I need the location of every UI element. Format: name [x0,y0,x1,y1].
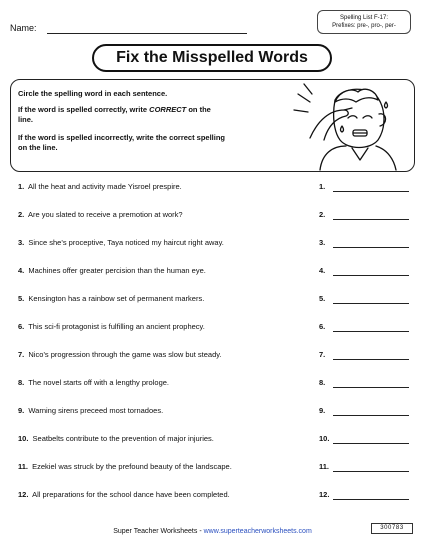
answer-number: 7. [319,350,326,359]
question-text [18,350,222,359]
answer-line[interactable] [333,247,409,248]
question-number: 3. [18,238,25,247]
answer-number: 2. [319,210,326,219]
answer-line[interactable] [333,359,409,360]
question-text [18,378,169,387]
footer-url-link[interactable]: www.superteacherworksheets.com [203,528,312,535]
answer-line[interactable] [333,387,409,388]
question-number: 1. [18,182,25,191]
question-number: 12. [18,490,29,499]
question-number: 6. [18,322,25,331]
page-title: Fix the Misspelled Words [92,44,332,72]
spelling-list-badge [317,10,411,34]
answer-number: 8. [319,378,326,387]
answer-number: 4. [319,266,326,275]
question-number: 8. [18,378,25,387]
answer-number: 12. [319,490,330,499]
question-number: 11. [18,462,29,471]
answer-line[interactable] [333,471,409,472]
answer-number: 1. [319,182,326,191]
answer-line[interactable] [333,331,409,332]
question-number: 4. [18,266,25,275]
question-sentence: Ezekiel was struck by the prefound beauty of the landscape. [32,462,232,471]
answer-line[interactable] [333,499,409,500]
question-text [18,238,224,247]
instruction-correct [18,105,218,125]
question-sentence: Nico’s progression through the game was slow but steady. [28,350,222,359]
question-text [18,322,205,331]
question-sentence: Warning sirens preceed most tornadoes. [28,406,164,415]
question-number: 7. [18,350,25,359]
question-sentence: Are you slated to receive a premotion at work? [27,210,183,219]
question-sentence: This sci-fi protagonist is fulfilling an ancient prophecy. [28,322,205,331]
question-sentence: Seatbelts contribute to the prevention of major injuries. [32,434,214,443]
answer-line[interactable] [333,191,409,192]
instruction-correct-em: CORRECT [149,105,187,114]
question-text [18,294,204,303]
name-label: Name: [10,23,37,33]
question-text [18,210,183,219]
question-text [18,266,206,275]
answer-number: 5. [319,294,326,303]
instruction-correct-a: If the word is spelled correctly, write [18,105,150,114]
answer-number: 11. [319,462,330,471]
badge-prefixes-label: Prefixes: pre-, pro-, per- [332,23,396,29]
answer-line[interactable] [333,219,409,220]
answer-number: 10. [319,434,330,443]
footer-separator: - [197,528,204,535]
question-number: 10. [18,434,29,443]
question-text [18,406,163,415]
question-text [18,462,232,471]
instruction-incorrect: If the word is spelled incorrectly, write the correct spelling on the line. [18,133,225,152]
name-line[interactable] [47,33,247,34]
instruction-correct-b: on the line. [18,105,211,124]
question-number: 9. [18,406,25,415]
question-sentence: Machines offer greater percision than the human eye. [28,266,206,275]
question-sentence: All the heat and activity made Yisroel prespire. [27,182,182,191]
question-number: 5. [18,294,25,303]
sweating-person-icon [290,80,410,172]
badge-list-label: Spelling List F-17: [339,15,389,21]
question-sentence: Since she’s proceptive, Taya noticed my haircut right away. [28,238,224,247]
answer-line[interactable] [333,275,409,276]
question-sentence: All preparations for the school dance have been completed. [32,490,230,499]
answer-line[interactable] [333,303,409,304]
answer-number: 6. [319,322,326,331]
footer [0,528,425,535]
question-number: 2. [18,210,25,219]
question-text [18,490,230,499]
answer-number: 9. [319,406,326,415]
instruction-circle: Circle the spelling word in each sentence. [18,89,168,98]
question-sentence: The novel starts off with a lengthy prologe. [28,378,169,387]
worksheet-code: 300783 [371,523,413,534]
answer-line[interactable] [333,415,409,416]
question-text [18,182,182,191]
question-sentence: Kensington has a rainbow set of permanent markers. [28,294,205,303]
answer-number: 3. [319,238,326,247]
footer-site-name: Super Teacher Worksheets [113,528,198,535]
question-text [18,434,214,443]
answer-line[interactable] [333,443,409,444]
